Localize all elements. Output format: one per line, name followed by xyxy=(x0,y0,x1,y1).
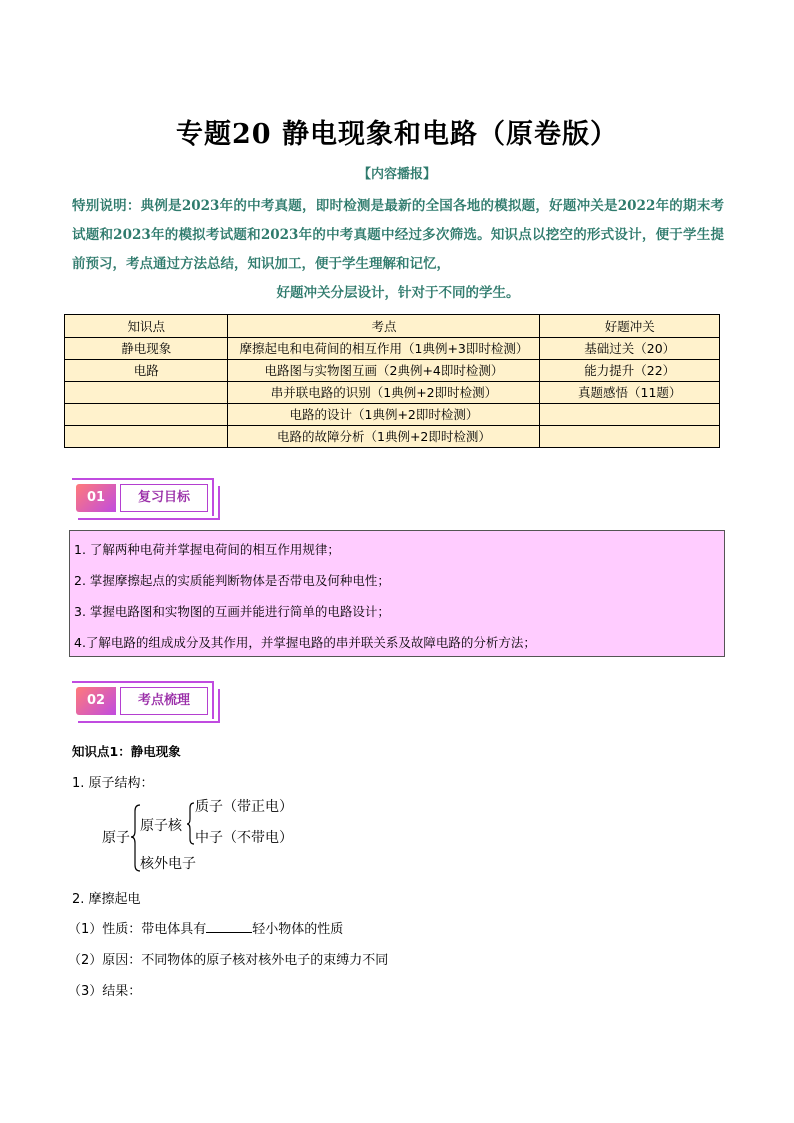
table-row xyxy=(65,404,720,426)
page-title: 专题20 静电现象和电路（原卷版） xyxy=(176,119,618,150)
table-row xyxy=(65,382,720,404)
table-row xyxy=(65,360,720,382)
table-cell: 能力提升（22） xyxy=(540,360,720,382)
atom-label: 原子 xyxy=(102,830,130,846)
table-header-row xyxy=(65,315,720,338)
goal-item: 4.了解电路的组成成分及其作用，并掌握电路的串并联关系及故障电路的分析方法； xyxy=(74,635,536,650)
friction-property-line xyxy=(68,918,343,937)
goal-item: 2. 掌握摩擦起点的实质能判断物体是否带电及何种电性； xyxy=(74,573,390,588)
table-cell xyxy=(540,426,720,448)
friction-reason-line: （2）原因：不同物体的原子核对核外电子的束缚力不同 xyxy=(68,953,389,968)
item-atom-structure: 1. 原子结构： xyxy=(72,776,154,791)
table-cell: 电路的故障分析（1典例+2即时检测） xyxy=(228,426,540,448)
section-number-badge: 02 xyxy=(76,687,116,715)
neutron-label: 中子（不带电） xyxy=(195,830,293,846)
intro-text: 特别说明：典例是2023年的中考真题，即时检测是最新的全国各地的模拟题，好题冲关是2022年的期末考试题和2023年的模拟考试题和2023年的中考真题中经过多次筛选。知识点以挖空的形式设计，便于学生提前预习，考点通过方法总结，知识加工，便于学生理解和记忆， xyxy=(72,198,724,272)
table-cell: 真题感悟（11题） xyxy=(540,382,720,404)
table-header: 考点 xyxy=(228,315,540,338)
content-broadcast-heading: 【内容播报】 xyxy=(357,167,436,182)
section-heading-exam-points xyxy=(72,679,222,725)
item-friction-charging: 2. 摩擦起电 xyxy=(72,892,141,907)
table-cell: 电路的设计（1典例+2即时检测） xyxy=(228,404,540,426)
electron-label: 核外电子 xyxy=(140,856,196,872)
table-cell xyxy=(65,382,228,404)
table-cell xyxy=(540,404,720,426)
table-row xyxy=(65,338,720,360)
atom-structure-diagram xyxy=(102,797,342,877)
section-label: 复习目标 xyxy=(120,484,208,512)
table-row xyxy=(65,426,720,448)
section-heading-review-goals xyxy=(72,476,222,522)
table-cell: 电路图与实物图互画（2典例+4即时检测） xyxy=(228,360,540,382)
property-text: 轻小物体的性质 xyxy=(252,922,344,937)
table-header: 知识点 xyxy=(65,315,228,338)
friction-result-line: （3）结果： xyxy=(68,984,142,999)
table-cell: 静电现象 xyxy=(65,338,228,360)
property-text: （1）性质：带电体具有 xyxy=(68,922,207,937)
section-label: 考点梳理 xyxy=(120,687,208,715)
table-cell: 串并联电路的识别（1典例+2即时检测） xyxy=(228,382,540,404)
table-cell xyxy=(65,404,228,426)
table-header: 好题冲关 xyxy=(540,315,720,338)
overview-table xyxy=(64,314,720,448)
knowledge-point-title: 知识点1：静电现象 xyxy=(72,744,181,759)
table-cell: 电路 xyxy=(65,360,228,382)
fill-blank xyxy=(206,920,252,933)
review-goals-box xyxy=(69,530,725,657)
intro-paragraph xyxy=(72,192,724,308)
goal-item: 3. 掌握电路图和实物图的互画并能进行简单的电路设计； xyxy=(74,604,390,619)
section-number-badge: 01 xyxy=(76,484,116,512)
table-cell xyxy=(65,426,228,448)
goal-item: 1. 了解两种电荷并掌握电荷间的相互作用规律； xyxy=(74,542,340,557)
intro-last-line: 好题冲关分层设计，针对于不同的学生。 xyxy=(276,285,520,301)
table-cell: 摩擦起电和电荷间的相互作用（1典例+3即时检测） xyxy=(228,338,540,360)
proton-label: 质子（带正电） xyxy=(195,799,293,815)
table-cell: 基础过关（20） xyxy=(540,338,720,360)
nucleus-label: 原子核 xyxy=(140,818,182,834)
